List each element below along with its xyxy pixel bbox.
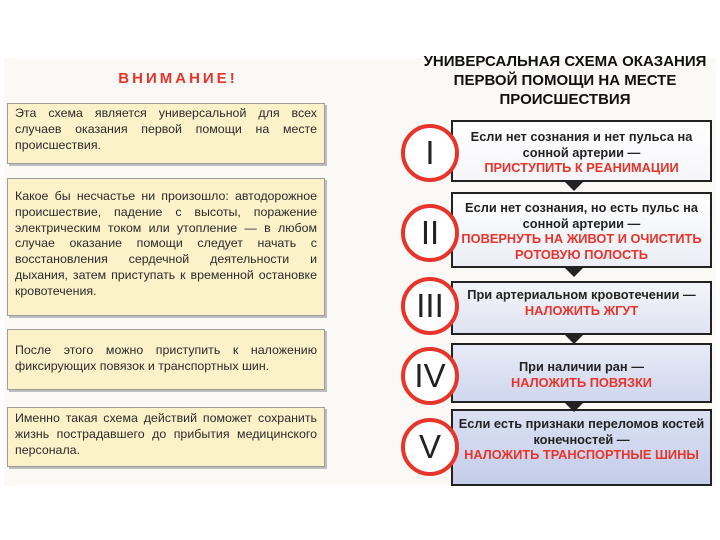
step-3-numeral: III bbox=[401, 277, 459, 335]
step-2-action: ПОВЕРНУТЬ НА ЖИВОТ И ОЧИСТИТЬ РОТОВУЮ ПОЛОСТЬ bbox=[461, 231, 702, 262]
step-box-4 bbox=[451, 343, 712, 403]
note-box-3: После этого можно приступить к наложению фиксирующих повязок и транспортных шин. bbox=[7, 329, 325, 390]
step-4-action: НАЛОЖИТЬ ПОВЯЗКИ bbox=[510, 374, 653, 390]
step-2-numeral: II bbox=[401, 204, 459, 262]
note-box-1: Эта схема является универсальной для всех случаев оказания первой помощи на месте происшествия. bbox=[7, 103, 325, 164]
scheme-title: УНИВЕРСАЛЬНАЯ СХЕМА ОКАЗАНИЯ ПЕРВОЙ ПОМОЩИ НА МЕСТЕ ПРОИСШЕСТВИЯ bbox=[423, 53, 707, 108]
arrow-down-icon bbox=[565, 403, 583, 412]
step-1-numeral: I bbox=[401, 124, 459, 182]
step-box-2 bbox=[451, 192, 712, 268]
step-box-5 bbox=[451, 409, 712, 486]
step-3-action: НАЛОЖИТЬ ЖГУТ bbox=[524, 302, 639, 318]
step-5-numeral: V bbox=[401, 418, 459, 476]
step-1-condition: Если нет сознания и нет пульса на сонной артерии — bbox=[470, 129, 693, 160]
step-5-action: НАЛОЖИТЬ ТРАНСПОРТНЫЕ ШИНЫ bbox=[464, 447, 699, 462]
arrow-down-icon bbox=[565, 268, 583, 277]
step-2-condition: Если нет сознания, но есть пульс на сонной артерии — bbox=[465, 200, 698, 231]
step-4-numeral: IV bbox=[401, 347, 459, 405]
note-box-4: Именно такая схема действий поможет сохранить жизнь пострадавшего до прибытия медицинского персонала. bbox=[7, 407, 325, 467]
step-5-condition: Если есть признаки переломов костей конечностей — bbox=[458, 416, 705, 447]
arrow-down-icon bbox=[565, 335, 583, 344]
note-box-2: Какое бы несчастье ни произошло: автодорожное происшествие, падение с высоты, поражение электрическим током или утопление — в любом случае оказание помощи следует начать с восстановления сердечной деятельности и дыхания, затем приступать к временной остановке кровотечения. bbox=[7, 178, 325, 316]
step-box-3 bbox=[451, 281, 712, 335]
step-3-condition: При артериальном кровотечении — bbox=[467, 287, 696, 302]
step-box-1 bbox=[451, 120, 712, 182]
arrow-down-icon bbox=[565, 182, 583, 191]
step-4-condition: При наличии ран — bbox=[518, 359, 644, 374]
step-1-action: ПРИСТУПИТЬ К РЕАНИМАЦИИ bbox=[484, 160, 679, 175]
attention-heading: ВНИМАНИЕ! bbox=[118, 70, 238, 87]
